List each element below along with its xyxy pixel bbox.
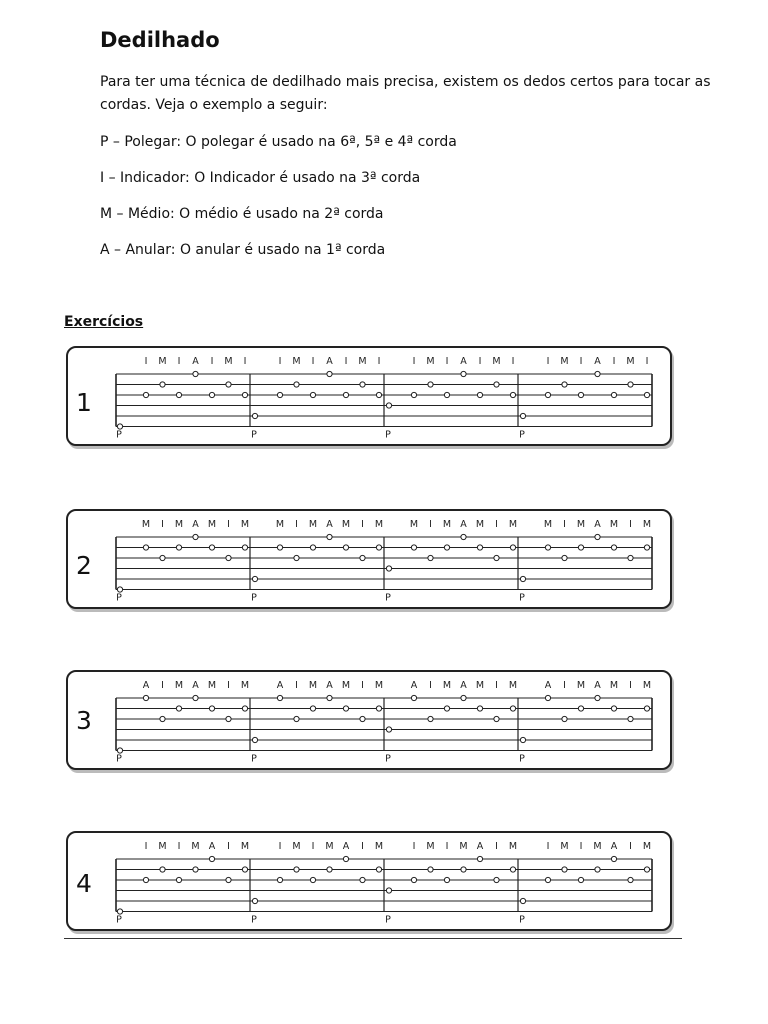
note-circle xyxy=(510,392,515,397)
finger-letter: M xyxy=(576,680,586,691)
note-circle xyxy=(428,555,433,560)
note-circle xyxy=(209,392,214,397)
note-circle xyxy=(545,392,550,397)
note-circle xyxy=(461,534,466,539)
note-circle xyxy=(644,545,649,550)
finger-letter: A xyxy=(142,680,150,691)
note-circle xyxy=(428,382,433,387)
finger-letter: I xyxy=(546,356,550,367)
note-circle xyxy=(562,716,567,721)
note-circle xyxy=(628,877,633,882)
note-circle xyxy=(242,867,247,872)
finger-letter: A xyxy=(610,841,618,852)
bass-note-circle xyxy=(117,748,122,753)
finger-letter: I xyxy=(311,356,315,367)
note-circle xyxy=(494,382,499,387)
note-circle xyxy=(327,534,332,539)
finger-letter: M xyxy=(174,519,184,530)
note-circle xyxy=(143,695,148,700)
note-circle xyxy=(143,392,148,397)
note-circle xyxy=(176,392,181,397)
finger-letter: I xyxy=(278,841,282,852)
note-circle xyxy=(294,867,299,872)
note-circle xyxy=(411,545,416,550)
finger-letter: M xyxy=(341,680,351,691)
thumb-label: P xyxy=(116,914,122,923)
tab-staff xyxy=(114,678,666,762)
note-circle xyxy=(510,867,515,872)
finger-letter: I xyxy=(227,519,230,530)
note-circle xyxy=(477,545,482,550)
finger-p-line: P – Polegar: O polegar é usado na 6ª, 5ª e 4ª corda xyxy=(100,134,457,150)
finger-letter: I xyxy=(361,519,364,530)
note-circle xyxy=(209,545,214,550)
bass-note-circle xyxy=(386,403,391,408)
note-circle xyxy=(578,877,583,882)
finger-letter: A xyxy=(192,519,199,530)
finger-letter: I xyxy=(243,356,247,367)
finger-letter: A xyxy=(192,680,199,691)
note-circle xyxy=(277,392,282,397)
finger-letter: I xyxy=(227,841,230,852)
note-circle xyxy=(376,706,381,711)
note-circle xyxy=(242,706,247,711)
finger-letter: M xyxy=(292,841,301,852)
finger-letter: A xyxy=(460,356,467,367)
thumb-label: P xyxy=(385,914,391,923)
note-circle xyxy=(343,706,348,711)
bass-note-circle xyxy=(117,587,122,592)
note-circle xyxy=(477,856,482,861)
finger-letter: I xyxy=(445,841,449,852)
note-circle xyxy=(595,867,600,872)
finger-letter: I xyxy=(161,680,164,691)
finger-letter: I xyxy=(361,680,364,691)
bottom-divider xyxy=(64,938,682,939)
finger-letter: I xyxy=(377,356,381,367)
finger-letter: M xyxy=(508,841,518,852)
finger-letter: I xyxy=(429,519,432,530)
finger-letter: M xyxy=(358,356,367,367)
note-circle xyxy=(545,877,550,882)
note-circle xyxy=(193,534,198,539)
finger-letter: M xyxy=(442,519,452,530)
finger-letter: I xyxy=(210,356,214,367)
note-circle xyxy=(143,877,148,882)
exercises-heading: Exercícios xyxy=(64,314,144,330)
bass-note-circle xyxy=(252,898,257,903)
note-circle xyxy=(411,392,416,397)
note-circle xyxy=(209,856,214,861)
note-circle xyxy=(494,555,499,560)
bass-note-circle xyxy=(252,576,257,581)
note-circle xyxy=(360,877,365,882)
finger-letter: I xyxy=(177,841,181,852)
note-circle xyxy=(242,392,247,397)
finger-letter: I xyxy=(495,680,498,691)
exercise-card xyxy=(66,831,672,931)
note-circle xyxy=(595,695,600,700)
finger-letter: I xyxy=(629,841,632,852)
note-circle xyxy=(294,555,299,560)
note-circle xyxy=(477,392,482,397)
finger-letter: A xyxy=(342,841,350,852)
exercise-number: 2 xyxy=(76,551,92,580)
finger-letter: I xyxy=(295,680,298,691)
finger-letter: M xyxy=(475,519,485,530)
finger-letter: I xyxy=(629,519,632,530)
note-circle xyxy=(562,555,567,560)
finger-letter: M xyxy=(141,519,151,530)
finger-letter: I xyxy=(144,841,148,852)
note-circle xyxy=(376,867,381,872)
exercise-number: 1 xyxy=(76,388,92,417)
finger-letter: A xyxy=(410,680,418,691)
note-circle xyxy=(444,392,449,397)
finger-letter: M xyxy=(508,519,518,530)
note-circle xyxy=(277,545,282,550)
note-circle xyxy=(226,716,231,721)
finger-letter: I xyxy=(412,841,416,852)
finger-letter: A xyxy=(544,680,552,691)
note-circle xyxy=(360,716,365,721)
finger-letter: M xyxy=(240,519,250,530)
finger-letter: I xyxy=(227,680,230,691)
note-circle xyxy=(444,877,449,882)
finger-letter: M xyxy=(593,841,602,852)
finger-letter: A xyxy=(460,680,467,691)
bass-note-circle xyxy=(520,576,525,581)
finger-letter: I xyxy=(278,356,282,367)
note-circle xyxy=(461,867,466,872)
note-circle xyxy=(294,716,299,721)
bass-note-circle xyxy=(386,566,391,571)
note-circle xyxy=(193,867,198,872)
bass-note-circle xyxy=(520,898,525,903)
bass-note-circle xyxy=(117,909,122,914)
finger-letter: I xyxy=(445,356,449,367)
finger-letter: M xyxy=(207,680,217,691)
note-circle xyxy=(327,867,332,872)
bass-note-circle xyxy=(386,727,391,732)
note-circle xyxy=(411,695,416,700)
bass-note-circle xyxy=(252,413,257,418)
note-circle xyxy=(411,877,416,882)
finger-letter: M xyxy=(642,519,652,530)
note-circle xyxy=(510,545,515,550)
note-circle xyxy=(193,371,198,376)
finger-letter: I xyxy=(563,519,566,530)
note-circle xyxy=(494,716,499,721)
note-circle xyxy=(578,545,583,550)
finger-letter: M xyxy=(207,519,217,530)
finger-letter: M xyxy=(374,519,384,530)
note-circle xyxy=(428,867,433,872)
note-circle xyxy=(160,382,165,387)
exercise-card xyxy=(66,509,672,609)
note-circle xyxy=(644,392,649,397)
thumb-label: P xyxy=(385,429,391,438)
note-circle xyxy=(578,706,583,711)
note-circle xyxy=(578,392,583,397)
finger-letter: M xyxy=(341,519,351,530)
exercise-number: 3 xyxy=(76,706,92,735)
finger-letter: I xyxy=(629,680,632,691)
finger-letter: M xyxy=(459,841,468,852)
note-circle xyxy=(461,695,466,700)
finger-letter: A xyxy=(476,841,484,852)
finger-letter: M xyxy=(308,519,318,530)
finger-letter: M xyxy=(325,841,334,852)
finger-letter: M xyxy=(426,356,435,367)
note-circle xyxy=(611,392,616,397)
bass-note-circle xyxy=(252,737,257,742)
note-circle xyxy=(160,555,165,560)
finger-letter: I xyxy=(478,356,482,367)
note-circle xyxy=(343,545,348,550)
note-circle xyxy=(444,545,449,550)
finger-a-line: A – Anular: O anular é usado na 1ª corda xyxy=(100,242,386,258)
note-circle xyxy=(176,706,181,711)
exercise-card xyxy=(66,670,672,770)
thumb-label: P xyxy=(251,753,257,762)
finger-letter: A xyxy=(326,519,333,530)
note-circle xyxy=(160,867,165,872)
tab-staff xyxy=(114,839,666,923)
note-circle xyxy=(160,716,165,721)
thumb-label: P xyxy=(116,753,122,762)
note-circle xyxy=(327,371,332,376)
finger-letter: M xyxy=(158,356,167,367)
note-circle xyxy=(343,392,348,397)
finger-letter: M xyxy=(609,680,619,691)
note-circle xyxy=(477,706,482,711)
thumb-label: P xyxy=(116,429,122,438)
note-circle xyxy=(376,545,381,550)
note-circle xyxy=(376,392,381,397)
finger-letter: M xyxy=(409,519,419,530)
note-circle xyxy=(143,545,148,550)
note-circle xyxy=(226,382,231,387)
finger-i-line: I – Indicador: O Indicador é usado na 3ª corda xyxy=(100,170,421,186)
intro-paragraph: Para ter uma técnica de dedilhado mais precisa, existem os dedos certos para tocar as cordas. Veja o exemplo a seguir: xyxy=(100,74,711,113)
thumb-label: P xyxy=(519,914,525,923)
note-circle xyxy=(444,706,449,711)
note-circle xyxy=(327,695,332,700)
note-circle xyxy=(209,706,214,711)
finger-letter: I xyxy=(563,680,566,691)
finger-letter: I xyxy=(412,356,416,367)
note-circle xyxy=(310,392,315,397)
note-circle xyxy=(294,382,299,387)
finger-letter: I xyxy=(311,841,315,852)
note-circle xyxy=(176,545,181,550)
exercise-number: 4 xyxy=(76,869,92,898)
note-circle xyxy=(644,706,649,711)
thumb-label: P xyxy=(519,429,525,438)
note-circle xyxy=(595,371,600,376)
finger-letter: M xyxy=(576,519,586,530)
finger-letter: A xyxy=(460,519,467,530)
finger-letter: M xyxy=(224,356,233,367)
tab-staff xyxy=(114,517,666,601)
thumb-label: P xyxy=(385,753,391,762)
finger-letter: I xyxy=(177,356,181,367)
finger-letter: M xyxy=(191,841,200,852)
note-circle xyxy=(595,534,600,539)
finger-letter: A xyxy=(594,680,601,691)
note-circle xyxy=(461,371,466,376)
note-circle xyxy=(562,382,567,387)
note-circle xyxy=(226,555,231,560)
finger-letter: I xyxy=(429,680,432,691)
bass-note-circle xyxy=(520,737,525,742)
exercise-card xyxy=(66,346,672,446)
finger-letter: M xyxy=(492,356,501,367)
finger-letter: M xyxy=(275,519,285,530)
bass-note-circle xyxy=(117,424,122,429)
finger-letter: M xyxy=(626,356,635,367)
thumb-label: P xyxy=(116,592,122,601)
note-circle xyxy=(644,867,649,872)
note-circle xyxy=(242,545,247,550)
finger-letter: I xyxy=(295,519,298,530)
thumb-label: P xyxy=(519,753,525,762)
note-circle xyxy=(545,545,550,550)
finger-letter: A xyxy=(208,841,216,852)
finger-letter: M xyxy=(240,841,250,852)
note-circle xyxy=(310,877,315,882)
finger-letter: I xyxy=(144,356,148,367)
finger-letter: M xyxy=(240,680,250,691)
finger-letter: A xyxy=(594,519,601,530)
note-circle xyxy=(545,695,550,700)
finger-letter: M xyxy=(560,356,569,367)
finger-letter: M xyxy=(426,841,435,852)
finger-letter: M xyxy=(374,680,384,691)
note-circle xyxy=(310,706,315,711)
finger-letter: I xyxy=(495,841,498,852)
finger-letter: I xyxy=(546,841,550,852)
finger-letter: A xyxy=(276,680,284,691)
bass-note-circle xyxy=(520,413,525,418)
finger-letter: A xyxy=(326,680,333,691)
finger-letter: I xyxy=(511,356,515,367)
finger-letter: I xyxy=(344,356,348,367)
finger-letter: I xyxy=(579,841,583,852)
note-circle xyxy=(611,856,616,861)
page-title: Dedilhado xyxy=(100,28,220,52)
thumb-label: P xyxy=(385,592,391,601)
thumb-label: P xyxy=(251,914,257,923)
finger-letter: M xyxy=(543,519,553,530)
finger-letter: I xyxy=(579,356,583,367)
thumb-label: P xyxy=(519,592,525,601)
note-circle xyxy=(510,706,515,711)
finger-letter: M xyxy=(442,680,452,691)
note-circle xyxy=(343,856,348,861)
finger-letter: I xyxy=(361,841,364,852)
finger-letter: M xyxy=(508,680,518,691)
note-circle xyxy=(277,695,282,700)
note-circle xyxy=(176,877,181,882)
finger-m-line: M – Médio: O médio é usado na 2ª corda xyxy=(100,206,384,222)
finger-letter: I xyxy=(645,356,649,367)
note-circle xyxy=(360,382,365,387)
note-circle xyxy=(562,867,567,872)
note-circle xyxy=(226,877,231,882)
finger-letter: M xyxy=(642,680,652,691)
finger-letter: M xyxy=(292,356,301,367)
note-circle xyxy=(611,545,616,550)
note-circle xyxy=(277,877,282,882)
finger-letter: A xyxy=(326,356,333,367)
finger-letter: M xyxy=(642,841,652,852)
note-circle xyxy=(310,545,315,550)
finger-letter: A xyxy=(594,356,601,367)
finger-letter: M xyxy=(308,680,318,691)
finger-letter: A xyxy=(192,356,199,367)
thumb-label: P xyxy=(251,592,257,601)
finger-letter: I xyxy=(612,356,616,367)
finger-letter: M xyxy=(560,841,569,852)
note-circle xyxy=(193,695,198,700)
note-circle xyxy=(611,706,616,711)
note-circle xyxy=(494,877,499,882)
finger-letter: M xyxy=(374,841,384,852)
note-circle xyxy=(360,555,365,560)
finger-letter: M xyxy=(475,680,485,691)
note-circle xyxy=(628,716,633,721)
note-circle xyxy=(428,716,433,721)
thumb-label: P xyxy=(251,429,257,438)
finger-letter: I xyxy=(161,519,164,530)
note-circle xyxy=(628,555,633,560)
bass-note-circle xyxy=(386,888,391,893)
finger-letter: M xyxy=(158,841,167,852)
finger-letter: M xyxy=(174,680,184,691)
finger-letter: M xyxy=(609,519,619,530)
tab-staff xyxy=(114,354,666,438)
note-circle xyxy=(628,382,633,387)
finger-letter: I xyxy=(495,519,498,530)
